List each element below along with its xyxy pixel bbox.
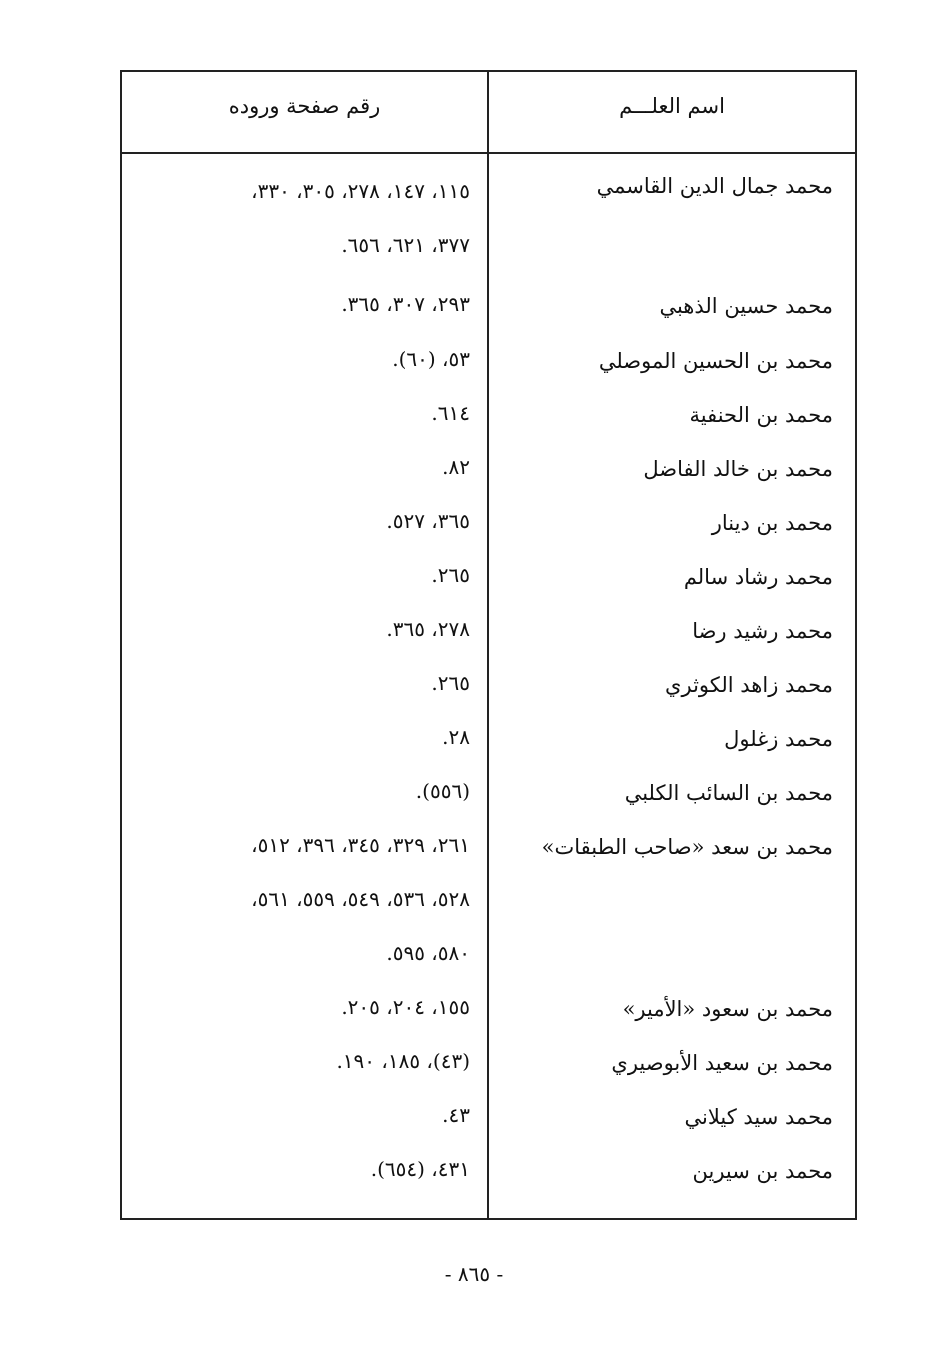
- page-reference-line: (٥٥٦).: [415, 779, 470, 803]
- page-reference-line: ٦١٤.: [431, 401, 470, 425]
- page-references: [130, 710, 470, 764]
- person-name: محمد بن سعد «صاحب الطبقات»: [541, 835, 833, 859]
- person-name: محمد زاهد الكوثري: [665, 673, 833, 697]
- page-references: [130, 764, 470, 818]
- page-references: [130, 1034, 470, 1088]
- page-references: [130, 980, 470, 1034]
- page-reference-line: ٢٦١، ٣٢٩، ٣٤٥، ٣٩٦، ٥١٢،: [251, 833, 470, 857]
- person-name: محمد بن الحنفية: [689, 403, 833, 427]
- page-references: [130, 164, 470, 272]
- header-divider: [122, 152, 855, 154]
- person-name: محمد زغلول: [724, 727, 833, 751]
- page-reference-line: ٥٣، (٦٠).: [392, 347, 470, 371]
- person-name: محمد بن دينار: [711, 511, 833, 535]
- person-name: محمد سيد كيلاني: [684, 1105, 833, 1129]
- person-name: محمد بن سيرين: [692, 1159, 833, 1183]
- person-name: محمد حسين الذهبي: [659, 294, 833, 318]
- page-reference-line: ٤٣١، (٦٥٤).: [370, 1157, 470, 1181]
- person-name: محمد بن سعود «الأمير»: [622, 997, 833, 1021]
- page-references: [130, 1142, 470, 1196]
- person-name: محمد رشاد سالم: [683, 565, 833, 589]
- person-name: محمد بن الحسين الموصلي: [598, 349, 833, 373]
- page-references: [130, 656, 470, 710]
- page-references: [130, 1088, 470, 1142]
- page-number: - ٨٦٥ -: [444, 1262, 504, 1286]
- page-reference-line: ٢٧٨، ٣٦٥.: [386, 617, 470, 641]
- page-reference-line: ٢٦٥.: [431, 563, 470, 587]
- header-name-column: اسم العلـــم: [619, 94, 725, 118]
- page-references: [130, 602, 470, 656]
- person-name: محمد بن خالد الفاضل: [643, 457, 833, 481]
- page-references: [130, 332, 470, 386]
- page-reference-line: ٥٨٠، ٥٩٥.: [386, 941, 470, 965]
- page-references: [130, 440, 470, 494]
- page-reference-line: ٨٢.: [442, 455, 470, 479]
- page-reference-line: (٤٣)، ١٨٥، ١٩٠.: [336, 1049, 470, 1073]
- person-name: محمد بن السائب الكلبي: [624, 781, 833, 805]
- page-reference-line: ٣٦٥، ٥٢٧.: [386, 509, 470, 533]
- index-table: [120, 70, 857, 1220]
- person-name: محمد بن سعيد الأبوصيري: [611, 1051, 833, 1075]
- page-reference-line: ٣٧٧، ٦٢١، ٦٥٦.: [341, 233, 470, 257]
- page-reference-line: ٢٩٣، ٣٠٧، ٣٦٥.: [341, 292, 470, 316]
- header-pages-column: رقم صفحة وروده: [228, 94, 381, 118]
- page-references: [130, 277, 470, 331]
- page-reference-line: ٤٣.: [442, 1103, 470, 1127]
- person-name: محمد جمال الدين القاسمي: [596, 174, 833, 198]
- page-references: [130, 494, 470, 548]
- person-name: محمد رشيد رضا: [692, 619, 833, 643]
- page-references: [130, 548, 470, 602]
- page-reference-line: ٢٨.: [442, 725, 470, 749]
- page-references: [130, 386, 470, 440]
- page-reference-line: ٢٦٥.: [431, 671, 470, 695]
- page-reference-line: ١١٥، ١٤٧، ٢٧٨، ٣٠٥، ٣٣٠،: [251, 179, 470, 203]
- page-reference-line: ٥٢٨، ٥٣٦، ٥٤٩، ٥٥٩، ٥٦١،: [251, 887, 470, 911]
- page-reference-line: ١٥٥، ٢٠٤، ٢٠٥.: [341, 995, 470, 1019]
- page-references: [130, 818, 470, 980]
- column-divider: [487, 72, 489, 1218]
